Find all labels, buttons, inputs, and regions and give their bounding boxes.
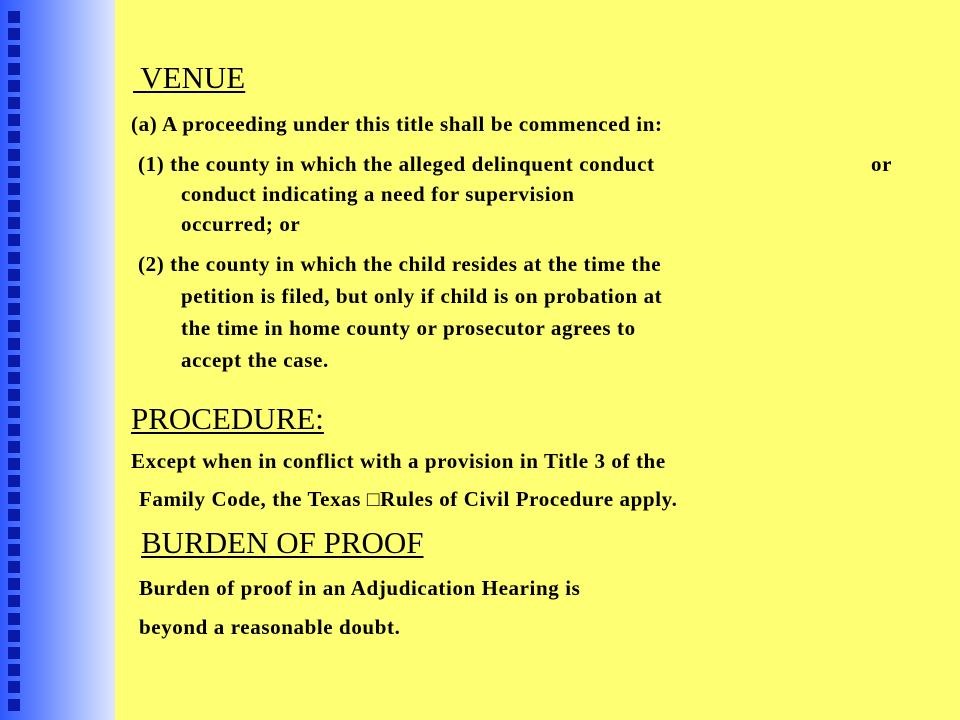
decorative-square — [8, 45, 20, 57]
decorative-square — [8, 699, 20, 711]
decorative-square — [8, 595, 20, 607]
decorative-square — [8, 389, 20, 401]
decorative-square-column — [8, 11, 24, 716]
decorative-square — [8, 664, 20, 676]
venue-heading: VENUE — [133, 60, 246, 95]
decorative-square — [8, 183, 20, 195]
decorative-square — [8, 681, 20, 693]
burden-heading: BURDEN OF PROOF — [141, 525, 424, 560]
venue-line-a: (a) A proceeding under this title shall be commenced in: — [131, 112, 663, 136]
decorative-square — [8, 97, 20, 109]
venue-item2-line1: (2) the county in which the child resides at the time the — [138, 252, 662, 276]
decorative-square — [8, 338, 20, 350]
venue-item2-line2: petition is filed, but only if child is on probation at — [181, 284, 663, 308]
decorative-square — [8, 114, 20, 126]
decorative-square — [8, 11, 20, 23]
decorative-square — [8, 544, 20, 556]
decorative-square — [8, 527, 20, 539]
venue-item1-line1: (1) the county in which the alleged delinquent conduct — [138, 152, 655, 176]
decorative-square — [8, 131, 20, 143]
decorative-square — [8, 234, 20, 246]
venue-item1-line2: conduct indicating a need for supervision — [181, 182, 575, 206]
decorative-square — [8, 458, 20, 470]
venue-item1-line3: occurred; or — [181, 212, 301, 236]
procedure-heading: PROCEDURE: — [131, 401, 324, 436]
venue-item2-line4: accept the case. — [181, 348, 329, 372]
decorative-square — [8, 613, 20, 625]
decorative-square — [8, 355, 20, 367]
decorative-square — [8, 561, 20, 573]
decorative-square — [8, 630, 20, 642]
burden-line2: beyond a reasonable doubt. — [139, 615, 401, 639]
decorative-square — [8, 320, 20, 332]
decorative-square — [8, 492, 20, 504]
decorative-square — [8, 166, 20, 178]
burden-line1: Burden of proof in an Adjudication Hearing is — [139, 576, 581, 600]
decorative-square — [8, 200, 20, 212]
decorative-square — [8, 28, 20, 40]
decorative-square — [8, 424, 20, 436]
decorative-square — [8, 578, 20, 590]
decorative-square — [8, 269, 20, 281]
procedure-line2: Family Code, the Texas □Rules of Civil Procedure apply. — [139, 487, 678, 511]
decorative-square — [8, 441, 20, 453]
venue-item1-or: or — [871, 152, 893, 176]
decorative-square — [8, 406, 20, 418]
decorative-square — [8, 80, 20, 92]
procedure-line1: Except when in conflict with a provision in Title 3 of the — [131, 449, 666, 473]
decorative-square — [8, 252, 20, 264]
left-sidebar-band — [0, 0, 115, 720]
decorative-square — [8, 63, 20, 75]
decorative-square — [8, 475, 20, 487]
decorative-square — [8, 286, 20, 298]
venue-item2-line3: the time in home county or prosecutor agrees to — [181, 316, 636, 340]
decorative-square — [8, 217, 20, 229]
decorative-square — [8, 303, 20, 315]
decorative-square — [8, 509, 20, 521]
decorative-square — [8, 647, 20, 659]
decorative-square — [8, 149, 20, 161]
decorative-square — [8, 372, 20, 384]
